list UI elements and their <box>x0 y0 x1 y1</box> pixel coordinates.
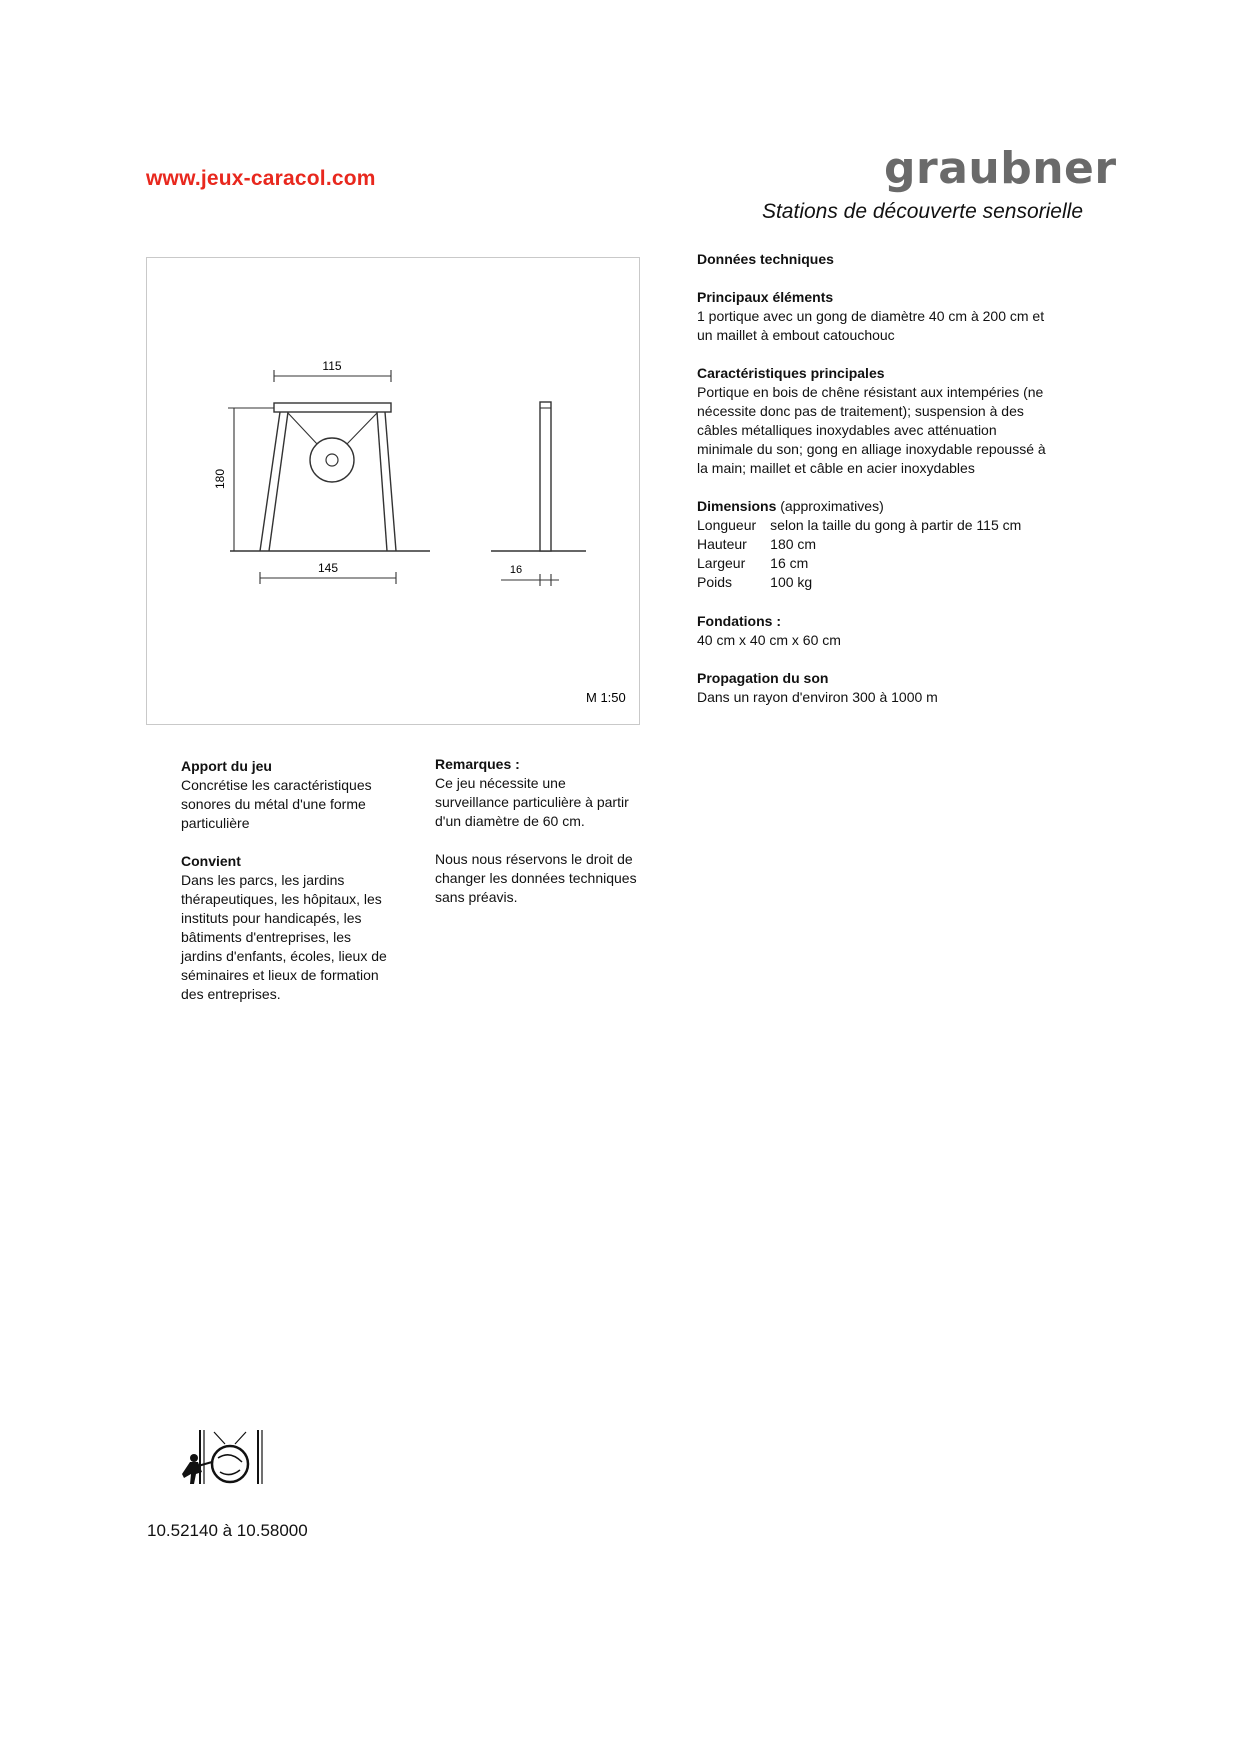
article-number: 10.52140 à 10.58000 <box>147 1521 308 1540</box>
dim-label-top: 115 <box>322 359 342 373</box>
frame-leg-left-outer <box>260 412 280 551</box>
main-elements-line: un maillet à embout catouchouc <box>697 327 895 343</box>
dimension-value: selon la taille du gong à partir de 115 cm <box>770 517 1022 533</box>
foundations-heading: Fondations : <box>697 613 781 629</box>
reserve-line: sans préavis. <box>435 889 518 905</box>
features-line: câbles métalliques inoxydables avec atténuation <box>697 422 997 438</box>
dim-label-side: 16 <box>509 564 523 576</box>
suitable-line: Dans les parcs, les jardins <box>181 872 345 888</box>
foundations-section <box>697 612 1097 650</box>
suitable-line: thérapeutiques, les hôpitaux, les <box>181 891 382 907</box>
dim-label-base: 145 <box>317 561 339 575</box>
reserve-line: changer les données techniques <box>435 870 637 886</box>
dimension-label: Largeur <box>697 555 746 571</box>
dimensions-heading: Dimensions <box>697 498 777 514</box>
gong-pictogram-icon <box>180 1428 280 1486</box>
remarks-line: Ce jeu nécessite une <box>435 775 566 791</box>
cable-left <box>288 413 318 445</box>
cable-right <box>346 413 377 445</box>
remarks-line: surveillance particulière à partir <box>435 794 629 810</box>
side-view-post <box>540 402 551 551</box>
gong-center <box>326 454 338 466</box>
dimension-row <box>697 535 1021 554</box>
contribution-line: sonores du métal d'une forme <box>181 796 366 812</box>
features-line: Portique en bois de chêne résistant aux intempéries (ne <box>697 384 1044 400</box>
dimension-label: Poids <box>697 574 733 590</box>
frame-leg-left-inner <box>269 412 288 551</box>
dimension-label: Hauteur <box>697 536 747 552</box>
contribution-heading: Apport du jeu <box>181 758 272 774</box>
dimension-row <box>697 573 1021 592</box>
scale-label: M 1:50 <box>586 690 626 705</box>
page-subtitle: Stations de découverte sensorielle <box>761 200 1083 223</box>
contribution-line: Concrétise les caractéristiques <box>181 777 372 793</box>
suitable-heading: Convient <box>181 853 241 869</box>
dimension-value: 180 cm <box>770 536 817 552</box>
suitable-line: instituts pour handicapés, les <box>181 910 362 926</box>
main-elements-line: 1 portique avec un gong de diamètre 40 cm à 200 cm et <box>697 308 1045 324</box>
features-section <box>697 364 1097 478</box>
suitable-line: jardins d'enfants, écoles, lieux de <box>181 948 387 964</box>
dimensions-table <box>697 516 1021 592</box>
frame-leg-right-inner <box>377 412 387 551</box>
suitable-line: bâtiments d'entreprises, les <box>181 929 351 945</box>
features-line: nécessite donc pas de traitement); suspension à des <box>697 403 1024 419</box>
tech-title-text: Données techniques <box>697 251 834 267</box>
drawing-frame <box>147 258 640 725</box>
remarks-line: d'un diamètre de 60 cm. <box>435 813 585 829</box>
website-link[interactable]: www.jeux-caracol.com <box>146 167 376 190</box>
main-elements-section <box>697 288 1097 345</box>
suitable-line: des entreprises. <box>181 986 281 1002</box>
dimension-value: 100 kg <box>770 574 813 590</box>
dimension-value: 16 cm <box>770 555 809 571</box>
contribution-section <box>181 757 411 833</box>
remarks-section <box>435 755 675 831</box>
sound-heading: Propagation du son <box>697 670 829 686</box>
dimension-row <box>697 516 1021 535</box>
reserve-line: Nous nous réservons le droit de <box>435 851 633 867</box>
tech-title <box>697 250 1097 269</box>
suitable-section <box>181 852 421 1004</box>
contribution-line: particulière <box>181 815 250 831</box>
sound-value: Dans un rayon d'environ 300 à 1000 m <box>697 689 938 705</box>
frame-leg-right-outer <box>385 412 396 551</box>
dimension-label: Longueur <box>697 517 757 533</box>
features-line: la main; maillet et câble en acier inoxydables <box>697 460 975 476</box>
dimensions-section <box>697 497 1097 592</box>
suitable-line: séminaires et lieux de formation <box>181 967 379 983</box>
features-line: minimale du son; gong en alliage inoxydable repoussé à <box>697 441 1046 457</box>
dim-label-height: 180 <box>213 468 227 490</box>
remarks-heading: Remarques : <box>435 756 520 772</box>
graubner-logo: graubner <box>884 143 1117 194</box>
dimensions-note: (approximatives) <box>780 498 884 514</box>
reserve-section <box>435 850 675 907</box>
main-elements-heading: Principaux éléments <box>697 289 834 305</box>
sound-section <box>697 669 1097 707</box>
features-heading: Caractéristiques principales <box>697 365 885 381</box>
foundations-value: 40 cm x 40 cm x 60 cm <box>697 632 841 648</box>
dimension-row <box>697 554 1021 573</box>
technical-drawing <box>146 257 640 725</box>
frame-top-beam <box>274 403 391 412</box>
